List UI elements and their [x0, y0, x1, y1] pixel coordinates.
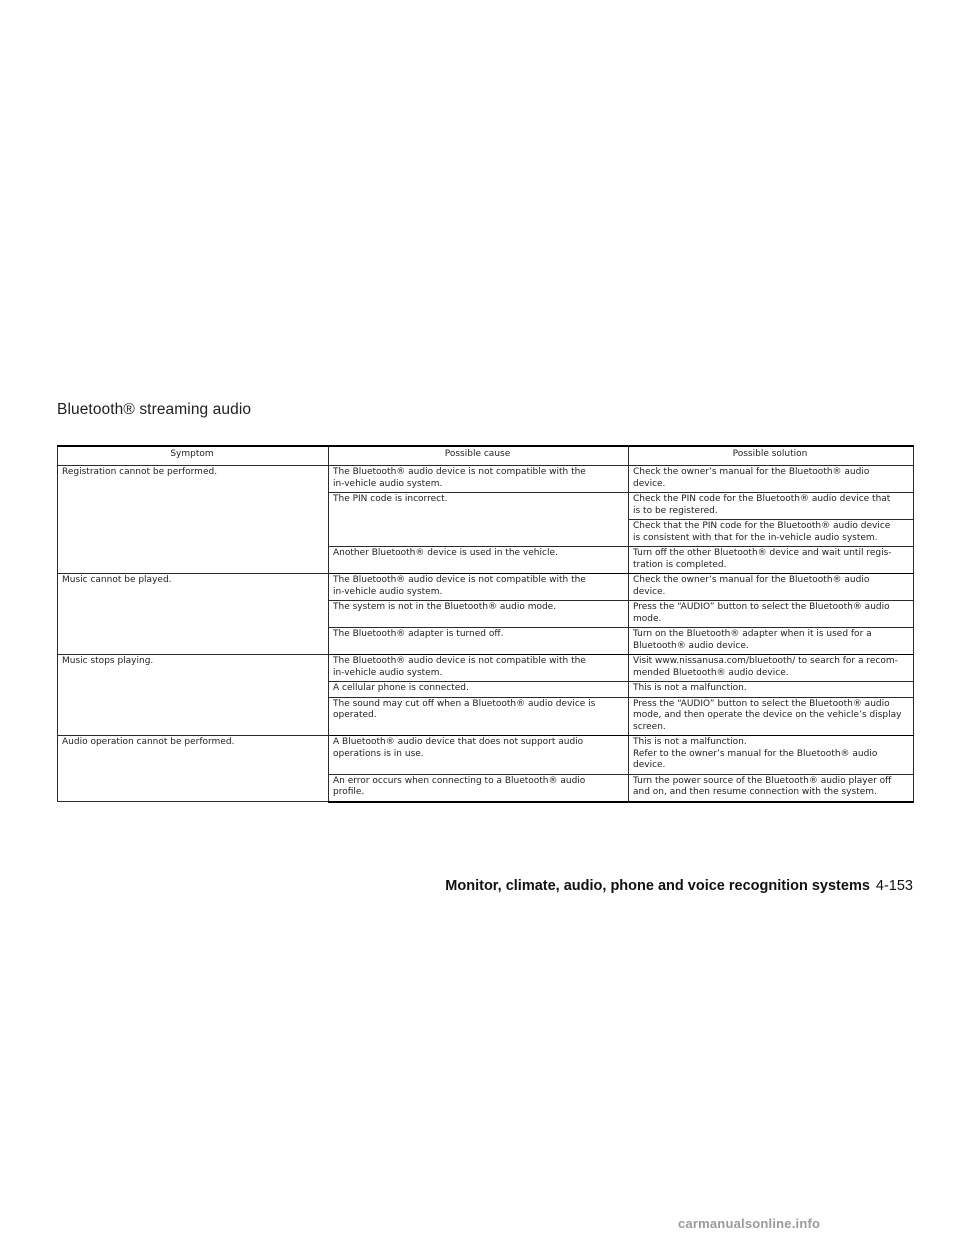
symptom-cell: Registration cannot be performed. [58, 466, 329, 574]
cause-cell: The system is not in the Bluetooth® audio mode. [329, 601, 629, 628]
table-row [58, 466, 914, 493]
cause-cell: The Bluetooth® audio device is not compatible with the in-vehicle audio system. [329, 466, 629, 493]
table-row [58, 736, 914, 775]
cause-cell: The Bluetooth® audio device is not compatible with the in-vehicle audio system. [329, 574, 629, 601]
cause-cell: Another Bluetooth® device is used in the vehicle. [329, 547, 629, 574]
header-possible-cause: Possible cause [329, 446, 629, 466]
header-possible-solution: Possible solution [629, 446, 914, 466]
solution-cell: Check the owner’s manual for the Bluetooth® audio device. [629, 574, 914, 601]
solution-cell: Visit www.nissanusa.com/bluetooth/ to search for a recom- mended Bluetooth® audio device. [629, 655, 914, 682]
solution-cell: Check the owner’s manual for the Bluetooth® audio device. [629, 466, 914, 493]
solution-cell: Press the “AUDIO” button to select the Bluetooth® audio mode, and then operate the device on the vehicle’s display screen. [629, 697, 914, 736]
cause-cell: A cellular phone is connected. [329, 682, 629, 698]
watermark: carmanualsonline.info [678, 1216, 821, 1231]
solution-cell: This is not a malfunction. Refer to the owner’s manual for the Bluetooth® audio device. [629, 736, 914, 775]
cause-cell: The Bluetooth® adapter is turned off. [329, 628, 629, 655]
cause-cell: An error occurs when connecting to a Bluetooth® audio profile. [329, 774, 629, 802]
symptom-cell: Music stops playing. [58, 655, 329, 736]
table-row [58, 655, 914, 682]
solution-cell: This is not a malfunction. [629, 682, 914, 698]
solution-cell: Turn off the other Bluetooth® device and wait until regis- tration is completed. [629, 547, 914, 574]
symptom-cell: Music cannot be played. [58, 574, 329, 655]
page-footer [445, 878, 913, 894]
table-row [58, 574, 914, 601]
symptom-cell: Audio operation cannot be performed. [58, 736, 329, 802]
cause-cell: The Bluetooth® audio device is not compatible with the in-vehicle audio system. [329, 655, 629, 682]
header-symptom: Symptom [58, 446, 329, 466]
footer-section-title: Monitor, climate, audio, phone and voice recognition systems [445, 878, 870, 894]
solution-cell: Turn the power source of the Bluetooth® audio player off and on, and then resume connection with the system. [629, 774, 914, 802]
solution-cell: Press the “AUDIO” button to select the Bluetooth® audio mode. [629, 601, 914, 628]
solution-cell: Turn on the Bluetooth® adapter when it is used for a Bluetooth® audio device. [629, 628, 914, 655]
cause-cell: The sound may cut off when a Bluetooth® audio device is operated. [329, 697, 629, 736]
solution-cell: Check that the PIN code for the Bluetooth® audio device is consistent with that for the in-vehicle audio system. [629, 520, 914, 547]
section-heading: Bluetooth® streaming audio [57, 401, 252, 418]
troubleshooting-table [57, 445, 914, 803]
page-number: 4-153 [875, 878, 913, 894]
cause-cell: A Bluetooth® audio device that does not support audio operations is in use. [329, 736, 629, 775]
solution-cell: Check the PIN code for the Bluetooth® audio device that is to be registered. [629, 493, 914, 520]
table-header-row [58, 446, 914, 466]
cause-cell: The PIN code is incorrect. [329, 493, 629, 547]
